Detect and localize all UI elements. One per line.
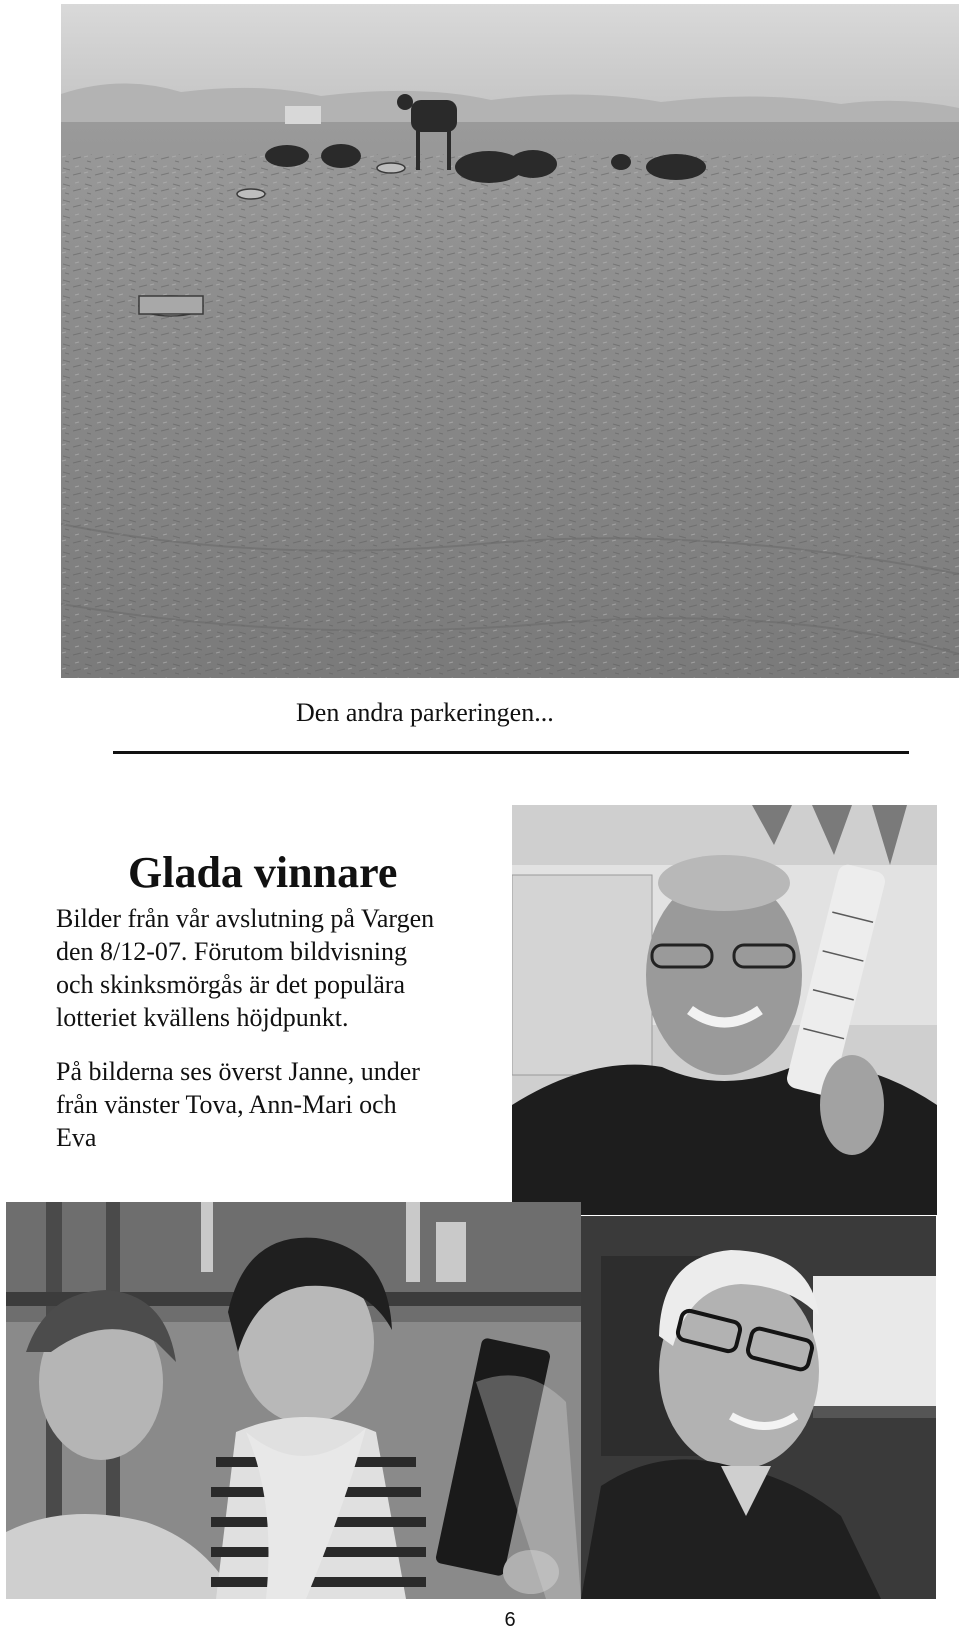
paragraph-line: och skinksmörgås är det populära (56, 970, 405, 999)
article-paragraph-photo-credits (56, 1055, 506, 1154)
paragraph-line: Eva (56, 1123, 97, 1152)
paragraph-line: lotteriet kvällens höjdpunkt. (56, 1003, 349, 1032)
desert-photo-caption: Den andra parkeringen... (296, 698, 554, 727)
article-paragraph-intro (56, 902, 506, 1034)
janne-photo (512, 805, 937, 1215)
desert-camels-photo (61, 4, 959, 678)
article-heading: Glada vinnare (128, 848, 398, 898)
paragraph-line: den 8/12-07. Förutom bildvisning (56, 937, 407, 966)
page-number: 6 (504, 1609, 516, 1631)
eva-photo (581, 1216, 936, 1599)
paragraph-line: På bilderna ses överst Janne, under (56, 1057, 420, 1086)
paragraph-line: Bilder från vår avslutning på Vargen (56, 904, 435, 933)
paragraph-line: från vänster Tova, Ann-Mari och (56, 1090, 397, 1119)
section-divider (113, 751, 909, 754)
tova-annmari-photo (6, 1202, 581, 1599)
